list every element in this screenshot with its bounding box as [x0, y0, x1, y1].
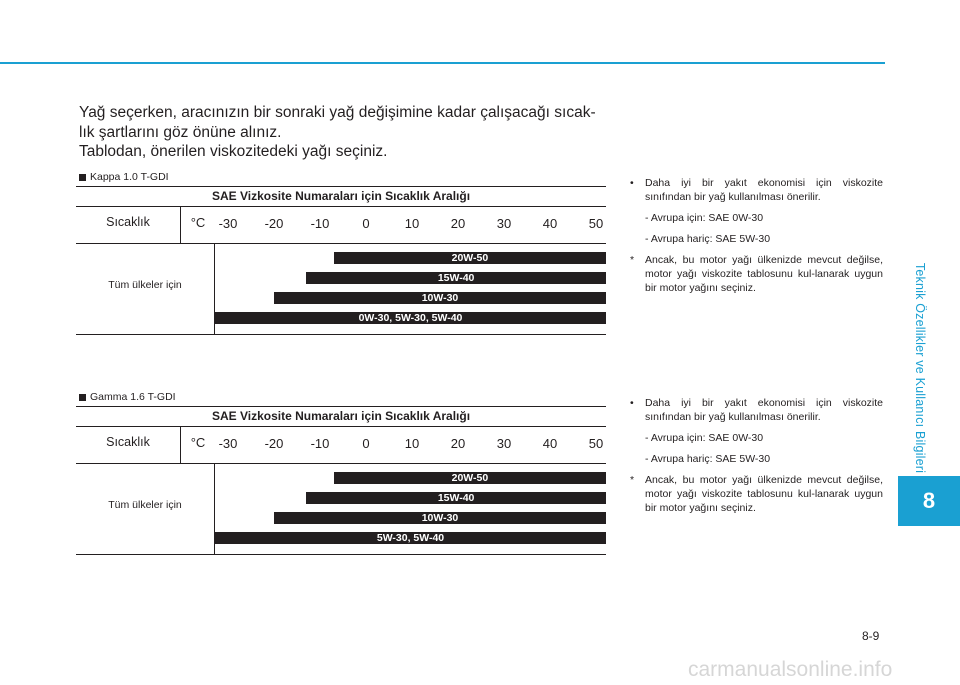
- temperature-scale: [215, 427, 606, 463]
- notes-kappa: [627, 176, 883, 295]
- note-bullet: • Daha iyi bir yakıt ekonomisi için viskozite sınıfından bir yağ kullanılması önerilir.: [630, 177, 883, 203]
- bar-area: [215, 464, 606, 554]
- note-asterisk: * Ancak, bu motor yağı ülkenizde mevcut değilse, motor yağı viskozite tablosunu kul-lanarak uygun bir motor yağını seçiniz.: [630, 474, 883, 514]
- watermark: carmanualsonline.info: [688, 658, 893, 681]
- temperature-tick: -10: [310, 216, 330, 231]
- temperature-tick: 30: [496, 436, 512, 451]
- viscosity-bar: 5W-30, 5W-40: [215, 532, 606, 544]
- temperature-tick: 0: [362, 216, 370, 231]
- temperature-row: [76, 207, 606, 244]
- temperature-tick: 20: [450, 216, 466, 231]
- temperature-tick: 50: [588, 436, 604, 451]
- engine-name: Gamma 1.6 T-GDI: [90, 391, 176, 403]
- note-sub-europe: - Avrupa için: SAE 0W-30: [645, 212, 764, 224]
- temperature-tick: 10: [404, 216, 420, 231]
- viscosity-table-gamma: [76, 406, 606, 555]
- temperature-tick: 30: [496, 216, 512, 231]
- section-label-gamma: [79, 391, 176, 403]
- viscosity-bar: 15W-40: [306, 272, 606, 284]
- row-label: Tüm ülkeler için: [76, 464, 215, 554]
- viscosity-row: [76, 244, 606, 334]
- note-sub-non-europe: - Avrupa hariç: SAE 5W-30: [645, 453, 771, 465]
- row-label: Tüm ülkeler için: [76, 244, 215, 334]
- page-number: 8-9: [862, 629, 880, 643]
- temperature-label: Sıcaklık: [106, 435, 150, 449]
- note-asterisk: * Ancak, bu motor yağı ülkenizde mevcut değilse, motor yağı viskozite tablosunu kul-lanarak uygun bir motor yağını seçiniz.: [630, 254, 883, 294]
- engine-name: Kappa 1.0 T-GDI: [90, 171, 169, 183]
- intro-paragraph: Yağ seçerken, aracınızın bir sonraki yağ değişimine kadar çalışacağı sıcak-lık şartlarını göz önüne alınız.: [79, 104, 596, 141]
- temperature-tick: -30: [218, 216, 238, 231]
- temperature-tick: -20: [264, 216, 284, 231]
- temperature-scale: [215, 207, 606, 243]
- square-bullet-icon: [79, 174, 86, 181]
- table-title: SAE Vizkosite Numaraları için Sıcaklık Aralığı: [76, 407, 606, 427]
- viscosity-bar: 10W-30: [274, 292, 606, 304]
- temperature-tick: -30: [218, 436, 238, 451]
- viscosity-bar: 0W-30, 5W-30, 5W-40: [215, 312, 606, 324]
- bar-area: [215, 244, 606, 334]
- note-bullet: • Daha iyi bir yakıt ekonomisi için viskozite sınıfından bir yağ kullanılması önerilir.: [630, 397, 883, 423]
- viscosity-bar: 20W-50: [334, 472, 606, 484]
- temperature-tick: 50: [588, 216, 604, 231]
- table-title: SAE Vizkosite Numaraları için Sıcaklık Aralığı: [76, 187, 606, 207]
- viscosity-bar: 15W-40: [306, 492, 606, 504]
- temperature-tick: -20: [264, 436, 284, 451]
- temperature-label: Sıcaklık: [106, 215, 150, 229]
- asterisk-icon: *: [630, 474, 635, 486]
- unit-label: °C: [180, 207, 215, 243]
- temperature-tick: 20: [450, 436, 466, 451]
- temperature-row: [76, 427, 606, 464]
- note-sub-non-europe: - Avrupa hariç: SAE 5W-30: [645, 233, 771, 245]
- notes-gamma: [627, 396, 883, 515]
- section-label-kappa: [79, 171, 169, 183]
- temperature-tick: 10: [404, 436, 420, 451]
- intro-instruction: Tablodan, önerilen viskozitedeki yağı seçiniz.: [79, 143, 388, 160]
- viscosity-bar: 20W-50: [334, 252, 606, 264]
- square-bullet-icon: [79, 394, 86, 401]
- bullet-dot-icon: •: [630, 177, 634, 189]
- temperature-tick: 0: [362, 436, 370, 451]
- temperature-tick: -10: [310, 436, 330, 451]
- chapter-tab[interactable]: 8: [898, 476, 960, 526]
- viscosity-table-kappa: [76, 186, 606, 335]
- viscosity-bar: 10W-30: [274, 512, 606, 524]
- bullet-dot-icon: •: [630, 397, 634, 409]
- header-rule: [0, 62, 885, 64]
- unit-label: °C: [180, 427, 215, 463]
- note-sub-europe: - Avrupa için: SAE 0W-30: [645, 432, 764, 444]
- temperature-tick: 40: [542, 216, 558, 231]
- asterisk-icon: *: [630, 254, 635, 266]
- temperature-tick: 40: [542, 436, 558, 451]
- viscosity-row: [76, 464, 606, 554]
